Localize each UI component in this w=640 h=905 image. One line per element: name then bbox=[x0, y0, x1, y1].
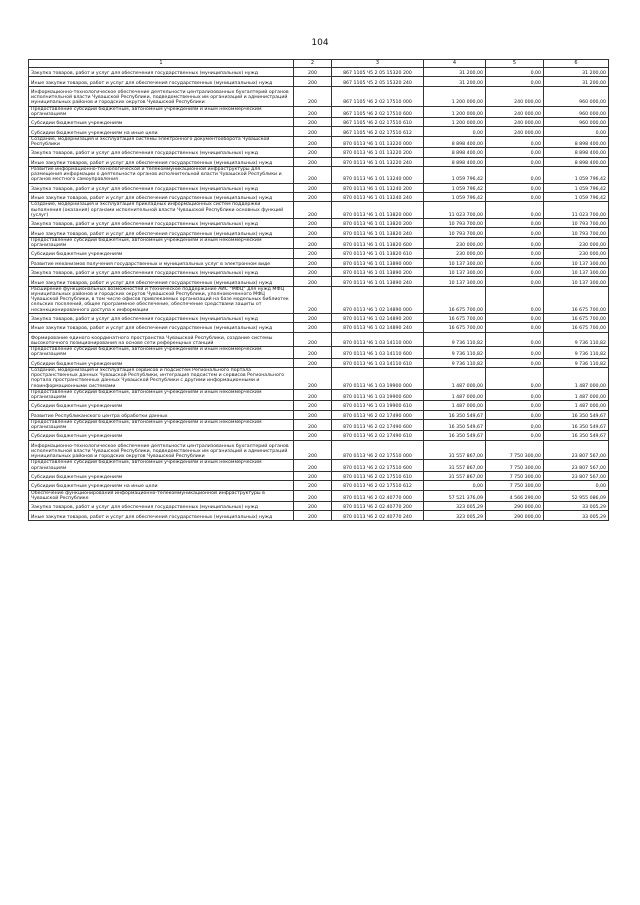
row-name: Создание, модернизация и эксплуатация системы электронного документооборота Чувашской Республики bbox=[29, 136, 294, 147]
row-result: 8 898 400,00 bbox=[544, 148, 609, 157]
row-change: 240 000,00 bbox=[486, 106, 544, 117]
row-change: 0,00 bbox=[486, 347, 544, 358]
row-kbk: 870 0113 Ч6 1 02 14890 000 bbox=[332, 286, 424, 313]
row-name: Расширение функциональных возможностей и техническое поддержание АИС "МФЦ" для нужд МФЦ муниципальных районов и городских округов Чувашской Республики, уполномоченного МФЦ Чувашской Республики, в том числе офисов привлекаемых организаций на базе модельных библиотек сельских поселений, общее программное обеспечение, обеспечение средствами защиты от несанкционированного доступа к информации bbox=[29, 286, 294, 313]
row-result: 10 137 300,00 bbox=[544, 277, 609, 286]
table-row bbox=[29, 410, 609, 419]
row-name: Развитие Республиканского центра обработки данных bbox=[29, 410, 294, 419]
row-name: Субсидии бюджетным учреждениям bbox=[29, 401, 294, 410]
row-name: Предоставление субсидий бюджетным, автономным учреждениям и иным некоммерческим организациям bbox=[29, 347, 294, 358]
row-change: 0,00 bbox=[486, 202, 544, 219]
row-code: 200 bbox=[294, 148, 332, 157]
row-change: 0,00 bbox=[486, 419, 544, 430]
row-total: 11 023 700,00 bbox=[424, 202, 486, 219]
row-change: 0,00 bbox=[486, 277, 544, 286]
table-row bbox=[29, 511, 609, 520]
row-kbk: 870 0113 Ч6 2 02 17510 600 bbox=[332, 460, 424, 471]
row-change: 0,00 bbox=[486, 431, 544, 440]
row-kbk: 870 0113 Ч6 2 02 17510 610 bbox=[332, 471, 424, 480]
row-result: 16 675 700,00 bbox=[544, 286, 609, 313]
row-change: 0,00 bbox=[486, 148, 544, 157]
table-row bbox=[29, 277, 609, 286]
row-name: Субсидии бюджетным учреждениям bbox=[29, 431, 294, 440]
row-kbk: 870 0113 Ч6 1 01 13240 240 bbox=[332, 192, 424, 201]
row-kbk: 870 0113 Ч6 1 03 19900 610 bbox=[332, 401, 424, 410]
table-row bbox=[29, 127, 609, 136]
page-number: 104 bbox=[311, 38, 329, 48]
row-result: 10 137 300,00 bbox=[544, 267, 609, 276]
row-result: 1 059 796,42 bbox=[544, 166, 609, 183]
table-row bbox=[29, 258, 609, 267]
row-result: 0,00 bbox=[544, 481, 609, 490]
row-result: 1 487 000,00 bbox=[544, 401, 609, 410]
table-row bbox=[29, 460, 609, 471]
row-name: Предоставление субсидий бюджетным, автономным учреждениям и иным некоммерческим организациям bbox=[29, 419, 294, 430]
row-result: 16 675 700,00 bbox=[544, 323, 609, 332]
row-kbk: 870 0113 Ч6 2 02 17510 612 bbox=[332, 481, 424, 490]
row-code: 200 bbox=[294, 440, 332, 460]
row-code: 200 bbox=[294, 401, 332, 410]
row-change: 0,00 bbox=[486, 136, 544, 147]
row-name: Создание, модернизация и эксплуатация прикладных информационных систем поддержки выполнения (оказания) органами исполнительной власти Чувашской Республики основных функций (услуг) bbox=[29, 202, 294, 219]
row-result: 10 793 700,00 bbox=[544, 228, 609, 237]
row-code: 200 bbox=[294, 358, 332, 367]
row-kbk: 870 0113 Ч6 1 01 13820 240 bbox=[332, 228, 424, 237]
row-code: 200 bbox=[294, 249, 332, 258]
row-result: 33 005,29 bbox=[544, 502, 609, 511]
row-name: Иные закупки товаров, работ и услуг для обеспечения государственных (муниципальных) нужд bbox=[29, 323, 294, 332]
row-kbk: 870 0113 Ч6 2 02 17490 610 bbox=[332, 431, 424, 440]
table-row bbox=[29, 77, 609, 86]
row-result: 8 898 400,00 bbox=[544, 136, 609, 147]
table-row bbox=[29, 249, 609, 258]
table-row bbox=[29, 419, 609, 430]
table-row bbox=[29, 166, 609, 183]
row-result: 1 487 000,00 bbox=[544, 389, 609, 400]
row-name: Создание, модернизация и эксплуатация сервисов и подсистем Регионального портала пространственных данных Чувашской Республики, интеграция подсистем и сервисов Регионального портала пространственных данных Чувашской Республики с другими информационными и геоинформационными системами bbox=[29, 367, 294, 389]
row-change: 0,00 bbox=[486, 389, 544, 400]
header-cell: 6 bbox=[544, 60, 609, 68]
row-change: 0,00 bbox=[486, 183, 544, 192]
table-row bbox=[29, 148, 609, 157]
table-row bbox=[29, 367, 609, 389]
table-row bbox=[29, 136, 609, 147]
row-change: 290 000,00 bbox=[486, 511, 544, 520]
row-result: 9 736 110,82 bbox=[544, 358, 609, 367]
row-kbk: 870 0113 Ч6 1 01 13890 000 bbox=[332, 258, 424, 267]
row-change: 7 750 300,00 bbox=[486, 460, 544, 471]
row-code: 200 bbox=[294, 481, 332, 490]
row-result: 960 000,00 bbox=[544, 86, 609, 106]
row-kbk: 870 0113 Ч6 1 01 13890 200 bbox=[332, 267, 424, 276]
row-change: 0,00 bbox=[486, 68, 544, 77]
table-row bbox=[29, 192, 609, 201]
row-kbk: 870 0113 Ч6 2 02 17490 600 bbox=[332, 419, 424, 430]
row-change: 0,00 bbox=[486, 332, 544, 347]
row-code: 200 bbox=[294, 367, 332, 389]
table-row bbox=[29, 237, 609, 248]
row-change: 240 000,00 bbox=[486, 86, 544, 106]
row-total: 1 059 796,42 bbox=[424, 183, 486, 192]
row-total: 31 557 867,00 bbox=[424, 460, 486, 471]
row-result: 1 059 796,42 bbox=[544, 183, 609, 192]
table-row bbox=[29, 332, 609, 347]
table-row bbox=[29, 389, 609, 400]
table-row bbox=[29, 323, 609, 332]
row-total: 10 137 300,00 bbox=[424, 258, 486, 267]
row-total: 8 898 400,00 bbox=[424, 157, 486, 166]
row-name: Закупка товаров, работ и услуг для обеспечения государственных (муниципальных) нужд bbox=[29, 502, 294, 511]
row-change: 240 000,00 bbox=[486, 117, 544, 126]
row-name: Иные закупки товаров, работ и услуг для обеспечения государственных (муниципальных) нужд bbox=[29, 77, 294, 86]
row-total: 16 675 700,00 bbox=[424, 323, 486, 332]
row-total: 31 200,00 bbox=[424, 77, 486, 86]
row-total: 1 487 000,00 bbox=[424, 367, 486, 389]
row-total: 16 675 700,00 bbox=[424, 313, 486, 322]
row-result: 230 000,00 bbox=[544, 237, 609, 248]
row-kbk: 870 0113 Ч6 2 02 40770 200 bbox=[332, 502, 424, 511]
row-total: 57 521 376,09 bbox=[424, 490, 486, 501]
row-kbk: 870 0113 Ч6 1 03 19900 600 bbox=[332, 389, 424, 400]
row-kbk: 870 0113 Ч6 2 02 17510 000 bbox=[332, 440, 424, 460]
row-name: Иные закупки товаров, работ и услуг для обеспечения государственных (муниципальных) нужд bbox=[29, 192, 294, 201]
row-name: Субсидии бюджетным учреждениям bbox=[29, 249, 294, 258]
row-kbk: 867 1105 Ч6 2 02 17510 000 bbox=[332, 86, 424, 106]
row-kbk: 870 0113 Ч6 2 02 17490 000 bbox=[332, 410, 424, 419]
row-kbk: 870 0113 Ч6 1 03 14110 610 bbox=[332, 358, 424, 367]
row-total: 1 200 000,00 bbox=[424, 86, 486, 106]
row-change: 0,00 bbox=[486, 228, 544, 237]
row-change: 290 000,00 bbox=[486, 502, 544, 511]
row-code: 200 bbox=[294, 419, 332, 430]
row-total: 0,00 bbox=[424, 481, 486, 490]
row-change: 0,00 bbox=[486, 358, 544, 367]
row-total: 323 005,29 bbox=[424, 511, 486, 520]
row-result: 10 793 700,00 bbox=[544, 218, 609, 227]
table-row bbox=[29, 401, 609, 410]
row-kbk: 870 0113 Ч6 1 03 14110 600 bbox=[332, 347, 424, 358]
header-cell: 1 bbox=[29, 60, 294, 68]
row-code: 200 bbox=[294, 127, 332, 136]
table-row bbox=[29, 431, 609, 440]
row-kbk: 870 0113 Ч6 1 01 13240 000 bbox=[332, 166, 424, 183]
table-row bbox=[29, 440, 609, 460]
row-code: 200 bbox=[294, 183, 332, 192]
row-kbk: 870 0113 Ч6 1 01 13820 610 bbox=[332, 249, 424, 258]
row-change: 0,00 bbox=[486, 218, 544, 227]
row-name: Предоставление субсидий бюджетным, автономным учреждениям и иным некоммерческим организациям bbox=[29, 237, 294, 248]
row-code: 200 bbox=[294, 277, 332, 286]
row-kbk: 870 0113 Ч6 1 03 19900 000 bbox=[332, 367, 424, 389]
row-code: 200 bbox=[294, 228, 332, 237]
row-code: 200 bbox=[294, 106, 332, 117]
row-kbk: 870 0113 Ч6 1 02 14890 240 bbox=[332, 323, 424, 332]
row-change: 0,00 bbox=[486, 258, 544, 267]
row-name: Информационно-технологическое обеспечение деятельности централизованных бухгалтерий органов исполнительной власти Чувашской Республики, подведомственных им организаций и администраций муниципальных районов и городских округов Чувашской Республики bbox=[29, 440, 294, 460]
row-code: 200 bbox=[294, 218, 332, 227]
row-change: 0,00 bbox=[486, 323, 544, 332]
row-result: 16 350 549,67 bbox=[544, 419, 609, 430]
row-total: 10 137 300,00 bbox=[424, 267, 486, 276]
row-code: 200 bbox=[294, 68, 332, 77]
row-total: 31 200,00 bbox=[424, 68, 486, 77]
table-row bbox=[29, 286, 609, 313]
row-kbk: 870 0113 Ч6 1 01 13220 000 bbox=[332, 136, 424, 147]
row-result: 1 059 796,42 bbox=[544, 192, 609, 201]
row-total: 10 137 300,00 bbox=[424, 277, 486, 286]
row-code: 200 bbox=[294, 410, 332, 419]
row-kbk: 870 0113 Ч6 1 01 13220 240 bbox=[332, 157, 424, 166]
row-name: Формирование единого координатного пространства Чувашской Республики, создание системы высокоточного позиционирования на основе сети референцных станций bbox=[29, 332, 294, 347]
row-total: 230 000,00 bbox=[424, 237, 486, 248]
header-cell: 3 bbox=[332, 60, 424, 68]
row-kbk: 870 0113 Ч6 1 03 14110 000 bbox=[332, 332, 424, 347]
row-code: 200 bbox=[294, 490, 332, 501]
row-total: 230 000,00 bbox=[424, 249, 486, 258]
table-row bbox=[29, 157, 609, 166]
row-code: 200 bbox=[294, 136, 332, 147]
header-cell: 4 bbox=[424, 60, 486, 68]
row-kbk: 870 0113 Ч6 1 01 13240 200 bbox=[332, 183, 424, 192]
row-code: 200 bbox=[294, 117, 332, 126]
row-change: 0,00 bbox=[486, 367, 544, 389]
row-code: 200 bbox=[294, 286, 332, 313]
row-result: 16 675 700,00 bbox=[544, 313, 609, 322]
row-code: 200 bbox=[294, 460, 332, 471]
row-code: 200 bbox=[294, 313, 332, 322]
row-total: 1 059 796,42 bbox=[424, 166, 486, 183]
row-name: Закупка товаров, работ и услуг для обеспечения государственных (муниципальных) нужд bbox=[29, 218, 294, 227]
row-change: 7 750 300,00 bbox=[486, 471, 544, 480]
row-change: 0,00 bbox=[486, 192, 544, 201]
row-result: 16 350 549,67 bbox=[544, 410, 609, 419]
row-kbk: 867 1105 Ч6 2 02 17510 610 bbox=[332, 117, 424, 126]
row-name: Закупка товаров, работ и услуг для обеспечения государственных (муниципальных) нужд bbox=[29, 183, 294, 192]
row-total: 31 557 867,00 bbox=[424, 471, 486, 480]
row-change: 0,00 bbox=[486, 237, 544, 248]
row-result: 23 807 567,00 bbox=[544, 471, 609, 480]
table-row bbox=[29, 117, 609, 126]
table-row bbox=[29, 68, 609, 77]
row-change: 0,00 bbox=[486, 401, 544, 410]
row-code: 200 bbox=[294, 157, 332, 166]
row-kbk: 867 1105 Ч5 2 05 15320 240 bbox=[332, 77, 424, 86]
row-result: 230 000,00 bbox=[544, 249, 609, 258]
row-change: 0,00 bbox=[486, 249, 544, 258]
row-kbk: 867 1105 Ч5 2 05 15320 200 bbox=[332, 68, 424, 77]
row-code: 200 bbox=[294, 77, 332, 86]
table-row bbox=[29, 313, 609, 322]
row-kbk: 870 0113 Ч6 1 01 13820 000 bbox=[332, 202, 424, 219]
row-kbk: 870 0113 Ч6 2 02 40770 240 bbox=[332, 511, 424, 520]
row-result: 52 955 086,09 bbox=[544, 490, 609, 501]
row-result: 31 200,00 bbox=[544, 77, 609, 86]
row-name: Субсидии бюджетным учреждениям на иные цели bbox=[29, 127, 294, 136]
row-code: 200 bbox=[294, 347, 332, 358]
row-result: 31 200,00 bbox=[544, 68, 609, 77]
row-code: 200 bbox=[294, 332, 332, 347]
row-total: 10 793 700,00 bbox=[424, 218, 486, 227]
row-change: 0,00 bbox=[486, 313, 544, 322]
row-name: Закупка товаров, работ и услуг для обеспечения государственных (муниципальных) нужд bbox=[29, 313, 294, 322]
header-cell: 2 bbox=[294, 60, 332, 68]
row-total: 1 200 000,00 bbox=[424, 117, 486, 126]
table-row bbox=[29, 471, 609, 480]
row-code: 200 bbox=[294, 431, 332, 440]
row-result: 16 350 549,67 bbox=[544, 431, 609, 440]
row-result: 960 000,00 bbox=[544, 106, 609, 117]
row-kbk: 867 1105 Ч6 2 02 17510 612 bbox=[332, 127, 424, 136]
table-row bbox=[29, 183, 609, 192]
row-total: 9 736 110,82 bbox=[424, 347, 486, 358]
row-name: Субсидии бюджетным учреждениям на иные цели bbox=[29, 481, 294, 490]
table-row bbox=[29, 202, 609, 219]
row-kbk: 870 0113 Ч6 1 02 14890 200 bbox=[332, 313, 424, 322]
row-total: 323 005,29 bbox=[424, 502, 486, 511]
row-total: 16 350 549,67 bbox=[424, 431, 486, 440]
row-change: 0,00 bbox=[486, 77, 544, 86]
row-total: 8 898 400,00 bbox=[424, 148, 486, 157]
row-code: 200 bbox=[294, 202, 332, 219]
row-result: 11 023 700,00 bbox=[544, 202, 609, 219]
row-result: 9 736 110,82 bbox=[544, 332, 609, 347]
row-kbk: 870 0113 Ч6 1 01 13220 200 bbox=[332, 148, 424, 157]
row-code: 200 bbox=[294, 471, 332, 480]
row-result: 1 487 000,00 bbox=[544, 367, 609, 389]
row-code: 200 bbox=[294, 323, 332, 332]
row-total: 16 350 549,67 bbox=[424, 419, 486, 430]
row-kbk: 870 0113 Ч6 1 01 13820 600 bbox=[332, 237, 424, 248]
row-result: 960 000,00 bbox=[544, 117, 609, 126]
row-name: Иные закупки товаров, работ и услуг для обеспечения государственных (муниципальных) нужд bbox=[29, 228, 294, 237]
row-name: Предоставление субсидий бюджетным, автономным учреждениям и иным некоммерческим организациям bbox=[29, 389, 294, 400]
row-change: 7 750 300,00 bbox=[486, 440, 544, 460]
row-name: Иные закупки товаров, работ и услуг для обеспечения государственных (муниципальных) нужд bbox=[29, 157, 294, 166]
row-total: 16 350 549,67 bbox=[424, 410, 486, 419]
row-name: Закупка товаров, работ и услуг для обеспечения государственных (муниципальных) нужд bbox=[29, 68, 294, 77]
row-name: Предоставление субсидий бюджетным, автономным учреждениям и иным некоммерческим организациям bbox=[29, 460, 294, 471]
row-name: Информационно-технологическое обеспечение деятельности централизованных бухгалтерий органов исполнительной власти Чувашской Республики, подведомственных им организаций и администраций муниципальных районов и городских округов Чувашской Республики bbox=[29, 86, 294, 106]
row-total: 16 675 700,00 bbox=[424, 286, 486, 313]
row-kbk: 867 1105 Ч6 2 02 17510 600 bbox=[332, 106, 424, 117]
row-kbk: 870 0113 Ч6 2 02 40770 000 bbox=[332, 490, 424, 501]
row-change: 240 000,00 bbox=[486, 127, 544, 136]
table-header-row bbox=[29, 60, 609, 68]
row-change: 4 566 290,00 bbox=[486, 490, 544, 501]
table-row bbox=[29, 347, 609, 358]
row-code: 200 bbox=[294, 192, 332, 201]
row-name: Закупка товаров, работ и услуг для обеспечения государственных (муниципальных) нужд bbox=[29, 148, 294, 157]
row-change: 7 750 300,00 bbox=[486, 481, 544, 490]
row-total: 10 793 700,00 bbox=[424, 228, 486, 237]
row-result: 33 005,29 bbox=[544, 511, 609, 520]
row-kbk: 870 0113 Ч6 1 01 13890 240 bbox=[332, 277, 424, 286]
row-result: 0,00 bbox=[544, 127, 609, 136]
table-row bbox=[29, 490, 609, 501]
row-code: 200 bbox=[294, 166, 332, 183]
row-name: Развитие информационно-технологической и телекоммуникационной инфраструктуры для размещения информации о деятельности органов исполнительной власти Чувашской Республики и органов местного самоуправления bbox=[29, 166, 294, 183]
budget-table bbox=[28, 59, 609, 521]
row-kbk: 870 0113 Ч6 1 01 13820 200 bbox=[332, 218, 424, 227]
row-total: 1 487 000,00 bbox=[424, 401, 486, 410]
row-name: Иные закупки товаров, работ и услуг для обеспечения государственных (муниципальных) нужд bbox=[29, 277, 294, 286]
row-name: Субсидии бюджетным учреждениям bbox=[29, 117, 294, 126]
row-total: 8 898 400,00 bbox=[424, 136, 486, 147]
row-result: 8 898 400,00 bbox=[544, 157, 609, 166]
table-row bbox=[29, 86, 609, 106]
row-code: 200 bbox=[294, 258, 332, 267]
row-total: 1 059 796,42 bbox=[424, 192, 486, 201]
row-code: 200 bbox=[294, 86, 332, 106]
row-result: 23 807 567,00 bbox=[544, 460, 609, 471]
row-result: 9 736 110,82 bbox=[544, 347, 609, 358]
row-change: 0,00 bbox=[486, 410, 544, 419]
row-total: 9 736 110,82 bbox=[424, 332, 486, 347]
row-code: 200 bbox=[294, 502, 332, 511]
table-row bbox=[29, 267, 609, 276]
row-code: 200 bbox=[294, 389, 332, 400]
row-result: 10 137 300,00 bbox=[544, 258, 609, 267]
row-change: 0,00 bbox=[486, 157, 544, 166]
table-row bbox=[29, 106, 609, 117]
table-row bbox=[29, 502, 609, 511]
table-row bbox=[29, 358, 609, 367]
row-total: 9 736 110,82 bbox=[424, 358, 486, 367]
row-total: 31 557 867,00 bbox=[424, 440, 486, 460]
row-change: 0,00 bbox=[486, 166, 544, 183]
row-name: Закупка товаров, работ и услуг для обеспечения государственных (муниципальных) нужд bbox=[29, 267, 294, 276]
row-code: 200 bbox=[294, 511, 332, 520]
row-total: 0,00 bbox=[424, 127, 486, 136]
row-name: Субсидии бюджетным учреждениям bbox=[29, 358, 294, 367]
table-row bbox=[29, 481, 609, 490]
table-row bbox=[29, 228, 609, 237]
row-result: 23 807 567,00 bbox=[544, 440, 609, 460]
row-name: Предоставление субсидий бюджетным, автономным учреждениям и иным некоммерческим организациям bbox=[29, 106, 294, 117]
row-code: 200 bbox=[294, 267, 332, 276]
row-name: Развитие механизмов получения государственных и муниципальных услуг в электронном виде bbox=[29, 258, 294, 267]
row-change: 0,00 bbox=[486, 286, 544, 313]
header-cell: 5 bbox=[486, 60, 544, 68]
row-total: 1 487 000,00 bbox=[424, 389, 486, 400]
row-name: Субсидии бюджетным учреждениям bbox=[29, 471, 294, 480]
row-change: 0,00 bbox=[486, 267, 544, 276]
table-row bbox=[29, 218, 609, 227]
row-total: 1 200 000,00 bbox=[424, 106, 486, 117]
row-name: Обеспечение функционирования информационно-телекоммуникационной инфраструктуры в Чувашской Республике bbox=[29, 490, 294, 501]
row-code: 200 bbox=[294, 237, 332, 248]
row-name: Иные закупки товаров, работ и услуг для обеспечения государственных (муниципальных) нужд bbox=[29, 511, 294, 520]
